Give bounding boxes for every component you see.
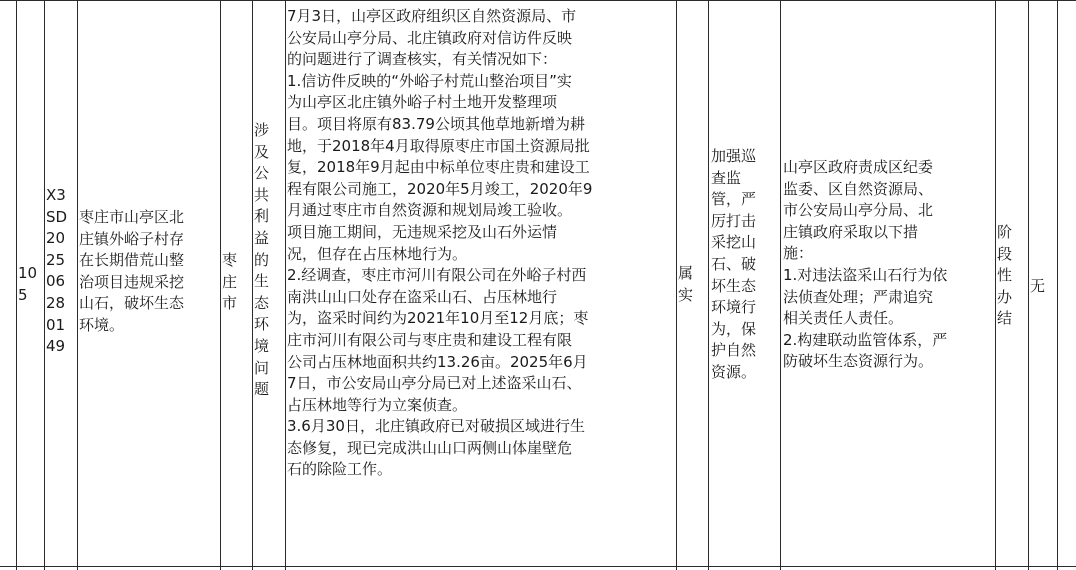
column-divider: [1028, 0, 1029, 570]
sequence-number-cell: 10 5: [18, 264, 38, 304]
investigation-findings-cell: 7月3日，山亭区政府组织区自然资源局、市 公安局山亭分局、北庄镇政府对信访件反映 的问题进行了调查核实，有关情况如下： 1.信访件反映的“外峪子村荒山整治项目”实 为山亭区北庄镇外峪子村土地开发整理项 目。项目将原有83.79公顷其他草地新增为耕 地，于2018年4月取得原枣庄市国土资源局批 复，2018年9月起由中标单位枣庄贵和建设工 程有限公司施工，2020年5月竣工，2020年9 月通过枣庄市自然资源和规划局竣工验收。 项目施工期间，无违规采挖及山石外运情 况，但存在占压林地行为。 2.经调查，枣庄市河川有限公司在外峪子村西 南洪山山口处存在盗采山石、占压林地行 为，盗采时间约为2021年10月至12月底；枣 庄市河川有限公司与枣庄贵和建设工程有限 公司占压林地面积共约13.26亩。2025年6月 7日，市公安局山亭分局已对上述盗采山石、 占压林地等行为立案侦查。 3.6月30日，北庄镇政府已对破损区域进行生 态修复，现已完成洪山山口两侧山体崖壁危 石的除险工作。: [287, 7, 593, 479]
column-divider: [1057, 0, 1058, 570]
completion-status-cell: 阶 段 性 办 结: [997, 223, 1013, 328]
accountability-cell: 无: [1030, 277, 1046, 295]
rectification-measures-cell: 山亭区政府责成区纪委 监委、区自然资源局、 市公安局山亭分局、北 庄镇政府采取以下措 施： 1.对违法盗采山石行为依 法侦查处理；严肃追究 相关责任人责任。 2.构建联动监管体系，严 防破坏生态资源行为。: [783, 158, 948, 371]
row-top-border: [0, 0, 1076, 1]
column-divider: [77, 0, 78, 570]
case-code-cell: X3 SD 20 25 06 28 01 49: [46, 186, 68, 356]
column-divider: [285, 0, 286, 570]
column-divider: [44, 0, 45, 570]
city-cell: 枣 庄 市: [222, 251, 238, 313]
petition-content-cell: 枣庄市山亭区北 庄镇外峪子村存 在长期借荒山整 治项目违规采挖 山石，破坏生态 环境。: [79, 208, 185, 334]
column-divider: [220, 0, 221, 570]
row-bottom-border: [0, 566, 1076, 567]
verified-status-cell: 属 实: [678, 264, 694, 304]
column-divider: [252, 0, 253, 570]
issue-type-cell: 涉 及 公 共 利 益 的 生 态 环 境 问 题: [254, 121, 270, 399]
handling-requirement-cell: 加强巡 查监 管，严 厉打击 采挖山 石、破 坏生态 环境行 为，保 护自然 资源。: [711, 147, 757, 381]
column-divider: [16, 0, 17, 570]
column-divider: [708, 0, 709, 570]
